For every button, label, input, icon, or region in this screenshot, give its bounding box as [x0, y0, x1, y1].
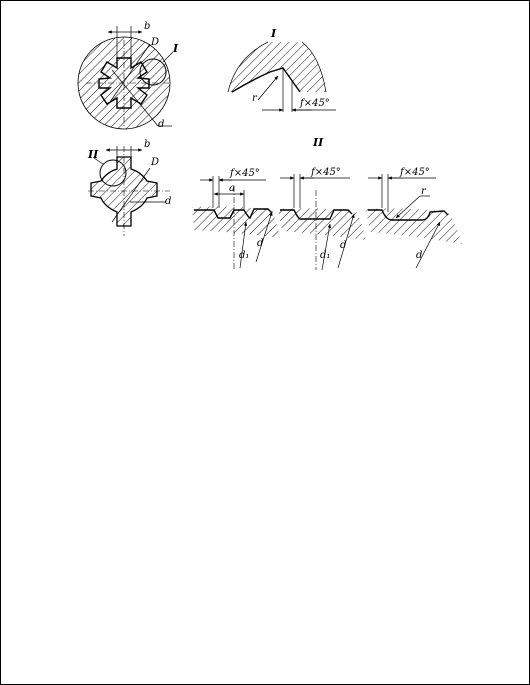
hub-label-detail-I: I [173, 42, 179, 55]
v1-label-d: d [257, 238, 264, 249]
detail-I-title: I [271, 27, 277, 40]
hub-label-b: b [144, 21, 151, 32]
v2-label-d1: d₁ [320, 250, 331, 261]
v3-label-f45: f×45° [400, 167, 430, 178]
v1-label-a: a [229, 183, 235, 194]
shaft-label-detail-II: II [88, 148, 99, 161]
detail-I-label-f45: f×45° [300, 98, 330, 109]
v2-label-f45: f×45° [311, 167, 341, 178]
v3-label-r: r [421, 186, 426, 197]
detail-II-variant-1 [192, 176, 280, 270]
detail-II-title: II [313, 136, 324, 149]
hub-label-d: d [158, 119, 165, 130]
v2-label-d: d [340, 240, 347, 251]
detail-II-variant-3 [366, 174, 462, 268]
shaft-label-b: b [144, 139, 151, 150]
v1-label-f45: f×45° [230, 168, 260, 179]
shaft-label-d: d [165, 196, 172, 207]
hub-label-D: D [151, 37, 160, 48]
detail-I-label-r: r [252, 93, 257, 104]
v1-label-d1: d₁ [239, 250, 250, 261]
shaft-label-D: D [151, 157, 160, 168]
v3-label-d: d [416, 250, 423, 261]
